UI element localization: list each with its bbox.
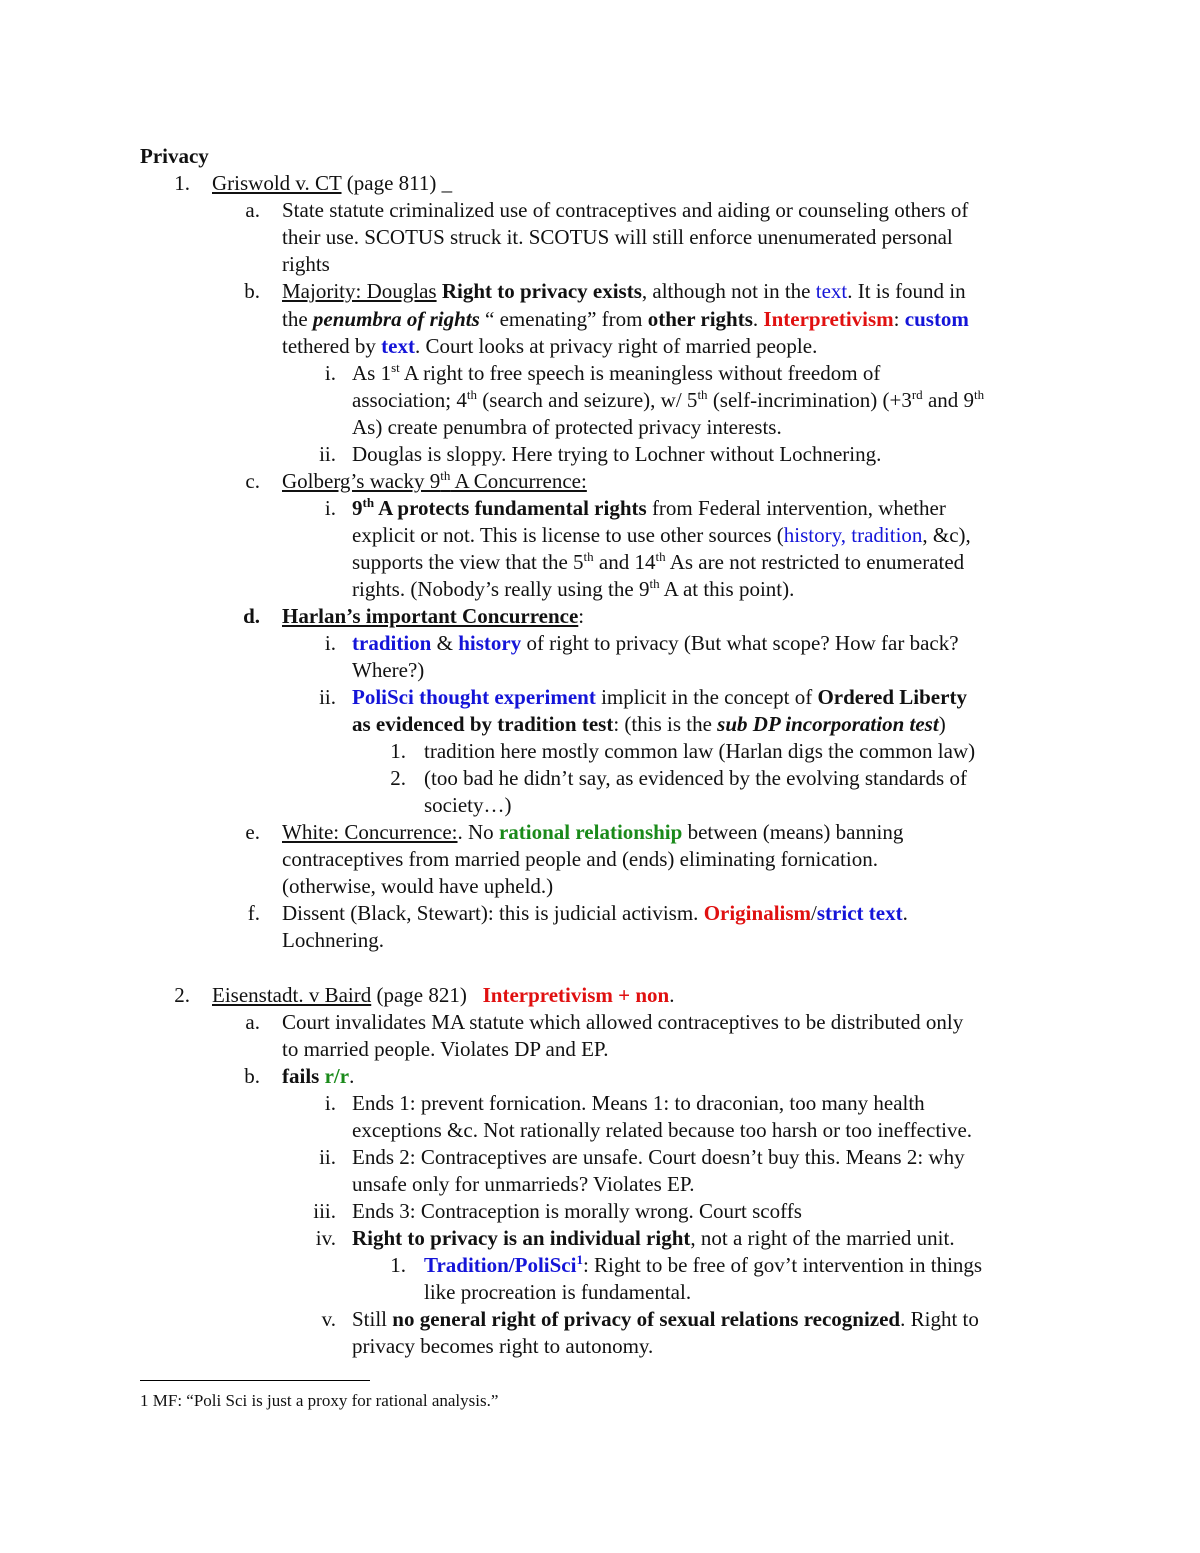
text: from Federal intervention, whether <box>646 496 946 520</box>
text: As 1 <box>352 361 392 385</box>
list-roman: ii. <box>319 685 336 709</box>
list-number: 2. <box>174 983 190 1007</box>
list-roman: i. <box>324 361 336 385</box>
text: A at this point). <box>659 577 795 601</box>
footnote-ref[interactable]: 1 <box>576 1252 583 1267</box>
list-number: 2. <box>390 766 406 790</box>
list-item-text: (otherwise, would have upheld.) <box>282 874 554 898</box>
list-item-text: As) create penumbra of protected privacy interests. <box>352 415 782 439</box>
blue-text: text <box>381 334 415 358</box>
list-item-text: exceptions &c. Not rationally related because too harsh or too ineffective. <box>352 1118 973 1142</box>
text: of right to privacy (But what scope? How far back? <box>521 631 959 655</box>
bold-underlined-text: Harlan’s important Concurrence <box>282 604 579 628</box>
text: . No <box>457 820 499 844</box>
superscript: th <box>583 549 594 564</box>
red-text: Interpretivism + non <box>482 983 670 1007</box>
list-item-text <box>282 333 817 360</box>
list-roman: ii. <box>319 442 336 466</box>
text: : Right to be free of gov’t intervention in things <box>582 1253 983 1277</box>
text: between (means) banning <box>682 820 904 844</box>
list-letter: d. <box>243 604 260 628</box>
case-name: Eisenstadt. v Baird <box>212 983 372 1007</box>
case-heading-eisenstadt <box>212 982 674 1009</box>
blue-text: PoliSci thought experiment <box>352 685 596 709</box>
footnote-text: MF: “Poli Sci is just a proxy for rational analysis.” <box>148 1391 499 1410</box>
text: , although not in the <box>641 279 816 303</box>
list-item-text <box>352 684 967 711</box>
page-title: Privacy <box>140 144 209 168</box>
text: : (this is the <box>613 712 718 736</box>
list-item-text <box>282 900 908 927</box>
list-item-text: to married people. Violates DP and EP. <box>282 1037 609 1061</box>
list-number: 1. <box>390 1253 406 1277</box>
list-item-text: rights <box>282 252 330 276</box>
list-item-text: Ends 3: Contraception is morally wrong. Court scoffs <box>352 1199 802 1223</box>
bold-text: no general right of privacy of sexual relations recognized <box>392 1307 901 1331</box>
text: rights. (Nobody’s really using the 9 <box>352 577 650 601</box>
case-name: Griswold v. CT <box>212 171 342 195</box>
footnote-number: 1 <box>140 1391 149 1410</box>
list-number: 1. <box>174 171 190 195</box>
list-roman: i. <box>324 1091 336 1115</box>
blue-text: history, tradition <box>783 523 923 547</box>
list-item-text <box>352 630 959 657</box>
blue-text: text <box>815 279 848 303</box>
list-item-text <box>352 1306 979 1333</box>
blue-text: Tradition/PoliSci <box>424 1253 577 1277</box>
list-item-text: Court invalidates MA statute which allowed contraceptives to be distributed only <box>282 1010 964 1034</box>
bold-text: Ordered Liberty <box>817 685 967 709</box>
list-item-text: (too bad he didn’t say, as evidenced by the evolving standards of <box>424 766 967 790</box>
list-letter: a. <box>245 1010 260 1034</box>
list-letter: a. <box>245 198 260 222</box>
text: : <box>578 604 585 628</box>
superscript: th <box>440 468 451 483</box>
green-text: r/r <box>324 1064 350 1088</box>
footnote-separator <box>140 1380 370 1381</box>
superscript: th <box>974 387 985 402</box>
text: “ emenating” from <box>479 307 648 331</box>
list-letter: f. <box>247 901 260 925</box>
text: ) <box>938 712 946 736</box>
text: explicit or not. This is license to use other sources ( <box>352 523 784 547</box>
list-item-text <box>352 711 946 738</box>
list-item-text: Lochnering. <box>282 928 385 952</box>
text: . Court looks at privacy right of married people. <box>414 334 818 358</box>
list-roman: v. <box>321 1307 336 1331</box>
list-item-text: contraceptives from married people and (ends) eliminating fornication. <box>282 847 878 871</box>
list-item-text <box>282 306 969 333</box>
text: tethered by <box>282 334 382 358</box>
blue-text: custom <box>904 307 969 331</box>
text: and 9 <box>922 388 975 412</box>
text: As are not restricted to enumerated <box>665 550 965 574</box>
text: / <box>811 901 817 925</box>
list-item-text <box>352 1225 955 1252</box>
list-item-text <box>352 360 880 387</box>
text: association; 4 <box>352 388 467 412</box>
list-item-text: like procreation is fundamental. <box>424 1280 692 1304</box>
page-ref: (page 821) <box>371 983 483 1007</box>
superscript: rd <box>911 387 923 402</box>
list-item-text <box>282 278 966 305</box>
underlined-text: A Concurrence: <box>450 469 587 493</box>
list-roman: iii. <box>313 1199 336 1223</box>
bold-text: Right to privacy exists <box>441 279 642 303</box>
list-item-text <box>352 549 964 576</box>
list-letter: e. <box>245 820 260 844</box>
text: and 14 <box>593 550 656 574</box>
text: , &c), <box>922 523 971 547</box>
list-letter: b. <box>244 279 260 303</box>
list-item-text <box>352 495 946 522</box>
text: . Right to <box>900 1307 979 1331</box>
list-roman: ii. <box>319 1145 336 1169</box>
list-roman: i. <box>324 631 336 655</box>
list-item-text <box>352 522 971 549</box>
bold-italic-text: penumbra of rights <box>312 307 480 331</box>
text: supports the view that the 5 <box>352 550 584 574</box>
blue-text: tradition <box>352 631 432 655</box>
superscript: st <box>391 360 400 375</box>
superscript: th <box>655 549 666 564</box>
list-item-text: tradition here mostly common law (Harlan digs the common law) <box>424 739 976 763</box>
superscript: th <box>466 387 478 402</box>
bold-text: A protects fundamental rights <box>374 496 647 520</box>
text: Still <box>352 1307 393 1331</box>
text: , not a right of the married unit. <box>690 1226 955 1250</box>
superscript: th <box>697 387 708 402</box>
superscript: th <box>362 495 375 510</box>
list-item-text <box>282 1063 354 1090</box>
text: Dissent (Black, Stewart): this is judicial activism. <box>282 901 704 925</box>
list-letter: b. <box>244 1064 260 1088</box>
underlined-text: Golberg’s wacky 9 <box>282 469 441 493</box>
case-heading-griswold <box>212 170 452 197</box>
list-letter: c. <box>245 469 260 493</box>
list-item-text: Where?) <box>352 658 425 682</box>
list-item-text: Douglas is sloppy. Here trying to Lochner without Lochnering. <box>352 442 882 466</box>
underlined-text: Majority: Douglas <box>282 279 437 303</box>
text: (self-incrimination) (+3 <box>707 388 912 412</box>
list-roman: i. <box>324 496 336 520</box>
superscript: th <box>649 576 660 591</box>
page-ref: (page 811) _ <box>341 171 453 195</box>
list-item-text <box>282 819 903 846</box>
red-text: Originalism <box>703 901 812 925</box>
blue-text: strict text <box>816 901 903 925</box>
text: the <box>282 307 313 331</box>
red-text: Interpretivism <box>763 307 894 331</box>
list-item-text: State statute criminalized use of contraceptives and aiding or counseling others of <box>282 198 969 222</box>
list-item-text: society…) <box>424 793 512 817</box>
underlined-text: White: Concurrence: <box>282 820 458 844</box>
bold-text: Right to privacy is an individual right <box>352 1226 691 1250</box>
list-item-text <box>352 576 794 603</box>
list-item-text: privacy becomes right to autonomy. <box>352 1334 654 1358</box>
list-item-text <box>352 387 984 414</box>
list-item-text: unsafe only for unmarrieds? Violates EP. <box>352 1172 695 1196</box>
text: . <box>349 1064 355 1088</box>
list-roman: iv. <box>315 1226 336 1250</box>
bold-text: as evidenced by tradition test <box>352 712 614 736</box>
text: . <box>669 983 675 1007</box>
bold-text: 9 <box>352 496 363 520</box>
text: . <box>752 307 764 331</box>
text: . <box>902 901 908 925</box>
footnote <box>140 1390 498 1412</box>
list-item-text <box>282 468 587 495</box>
list-number: 1. <box>390 739 406 763</box>
blue-text: history <box>458 631 522 655</box>
text: A right to free speech is meaningless without freedom of <box>399 361 881 385</box>
list-item-text <box>424 1252 982 1279</box>
text: : <box>893 307 905 331</box>
bold-text: other rights <box>647 307 753 331</box>
green-text: rational relationship <box>498 820 683 844</box>
list-item-text: Ends 2: Contraceptives are unsafe. Court doesn’t buy this. Means 2: why <box>352 1145 965 1169</box>
text: (search and seizure), w/ 5 <box>477 388 698 412</box>
text: & <box>431 631 459 655</box>
list-item-text: Ends 1: prevent fornication. Means 1: to draconian, too many health <box>352 1091 925 1115</box>
bold-text: fails <box>282 1064 325 1088</box>
list-item-text: their use. SCOTUS struck it. SCOTUS will still enforce unenumerated personal <box>282 225 953 249</box>
list-item-text <box>282 603 584 630</box>
bold-italic-text: sub DP incorporation test <box>717 712 939 736</box>
text: . It is found in <box>847 279 966 303</box>
text: implicit in the concept of <box>595 685 818 709</box>
